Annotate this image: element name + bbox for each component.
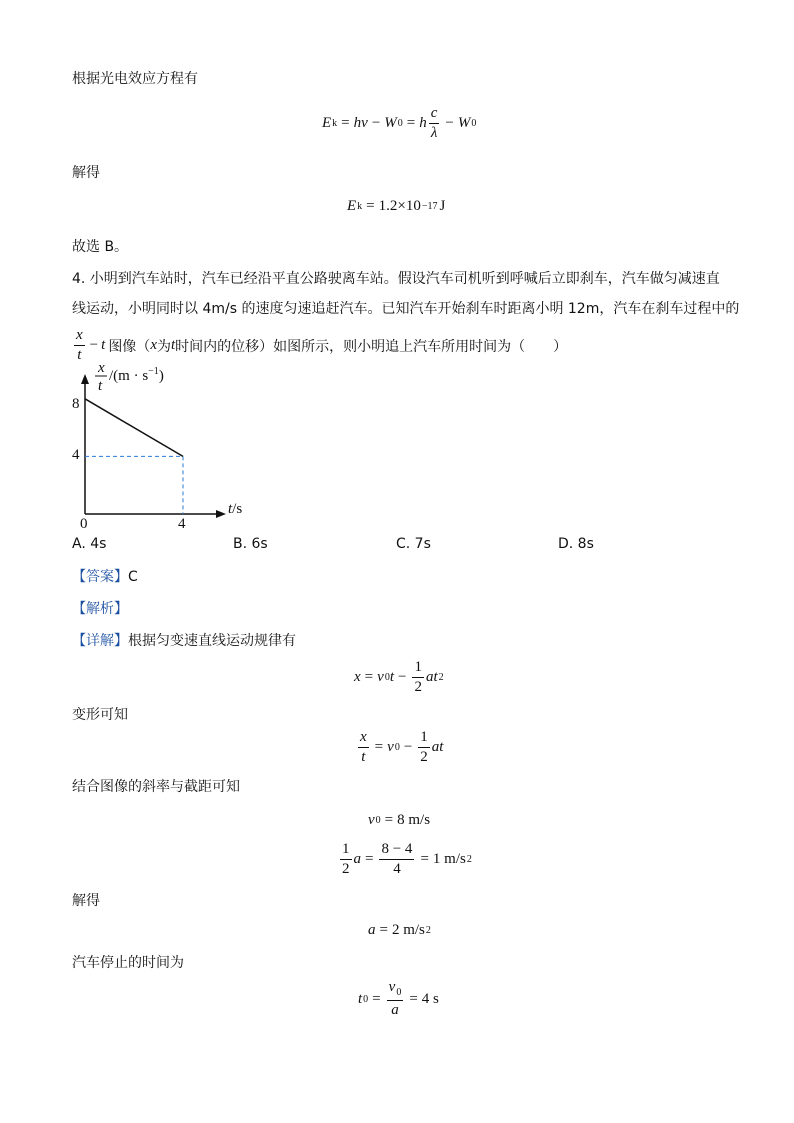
equation-v0: v 0 = 8 m/s	[368, 812, 431, 828]
fraction-numerator: c	[429, 106, 440, 124]
eq-subscript: 0	[363, 993, 369, 1005]
text-line: 解得	[72, 893, 100, 909]
text-line: 变形可知	[72, 707, 128, 723]
eq-symbol: at	[425, 669, 438, 685]
equation-photoelectric: E k = hν − W 0 = h $\frac{c}{\lambda}$ − W 0	[322, 105, 477, 141]
detail-line	[72, 630, 296, 650]
option-a: A. 4s	[72, 536, 107, 552]
fraction	[412, 660, 424, 695]
fraction	[340, 842, 352, 877]
answer-label: 【答案】	[72, 569, 128, 585]
fraction-numerator: 1	[340, 842, 352, 860]
text-span: 为	[156, 338, 171, 355]
question-text: 线运动，小明同时以 4m/s 的速度匀速追赶汽车。已知汽车开始刹车时距离小明 12m，汽车在刹车过程中的	[72, 301, 740, 317]
question-text-line3: $\frac{x}{t}$ − t 图像（ x 为 t 时间内的位移）如图所示，则小明追上汽车所用时间为（ ）	[76, 327, 568, 363]
eq-value: 8 m/s	[397, 812, 431, 828]
eq-symbol: W	[384, 115, 397, 131]
eq-value: 1 m/s	[432, 851, 466, 867]
analysis-label-text: 【解析】	[72, 601, 128, 617]
fraction-numerator: x	[74, 328, 85, 346]
eq-exponent: 2	[438, 672, 444, 683]
eq-subscript: k	[357, 201, 363, 212]
y-tick-label-4: 4	[72, 447, 80, 463]
text-line: 故选 B。	[72, 239, 129, 255]
fraction	[379, 842, 414, 877]
text-line: 解得	[72, 165, 100, 181]
fraction-denominator: 2	[342, 861, 350, 877]
fraction-denominator: a	[391, 1002, 399, 1018]
x-axis-arrow	[216, 510, 226, 518]
text-line: 汽车停止的时间为	[72, 955, 184, 971]
eq-symbol: t	[389, 669, 394, 685]
eq-subscript: 0	[471, 118, 477, 129]
text-line: 结合图像的斜率与截距可知	[72, 779, 240, 795]
eq-symbol: v	[377, 669, 384, 685]
fraction	[418, 730, 430, 765]
eq-symbol: v	[368, 812, 375, 828]
answer-value: C	[128, 569, 138, 585]
eq-symbol: a	[368, 922, 376, 938]
xt-t-graph	[58, 360, 243, 532]
y-axis-unit: $/(m \cdot s^{-1})$	[109, 366, 164, 384]
fraction-denominator: t	[77, 347, 82, 363]
y-axis-label-denominator: t	[98, 378, 103, 394]
equation-stop-time: t 0 = $\frac{v_0}{a}$ = 4 s	[358, 979, 439, 1018]
eq-exponent: 2	[466, 854, 472, 865]
text-line: 根据光电效应方程有	[72, 71, 198, 87]
eq-symbol: at	[431, 739, 444, 755]
eq-subscript: 0	[394, 742, 400, 753]
equation-displacement: x = v 0 t − $\frac{1}{2}$ at 2	[354, 659, 444, 695]
fraction-numerator: 1	[412, 660, 424, 678]
eq-symbol: E	[322, 115, 332, 131]
eq-subscript: 0	[384, 672, 390, 683]
eq-subscript: 0	[397, 118, 403, 129]
fraction-denominator: 2	[414, 679, 422, 695]
eq-unit: J	[439, 198, 446, 214]
equation-xt: $\frac{x}{t}$ = v 0 − $\frac{1}{2}$ at	[360, 729, 444, 765]
eq-value: 1.2×10	[378, 198, 421, 214]
eq-subscript: k	[332, 118, 338, 129]
eq-exponent: −17	[421, 201, 438, 212]
eq-symbol: v	[387, 739, 394, 755]
equation-acceleration-half: $\frac{1}{2}$ a = $\frac{8 - 4}{4}$ = 1 m/s 2	[342, 841, 472, 877]
eq-subscript: 0	[375, 815, 381, 826]
text-span: x	[150, 337, 157, 353]
x-axis-label: t/s	[228, 501, 243, 517]
fraction-x-over-t	[74, 328, 85, 363]
eq-value: 4 s	[421, 990, 439, 1007]
eq-value: 2 m/s	[391, 922, 425, 938]
analysis-label	[72, 598, 128, 618]
fraction-denominator: 2	[420, 749, 428, 765]
fraction-numerator: $v_0$	[387, 980, 404, 1001]
fraction-denominator: 4	[393, 861, 401, 877]
detail-label: 【详解】	[72, 633, 128, 649]
answer-line	[72, 566, 138, 586]
option-b: B. 6s	[233, 536, 268, 552]
option-c: C. 7s	[396, 536, 431, 552]
option-d: D. 8s	[558, 536, 594, 552]
eq-symbol: t	[101, 337, 106, 353]
detail-text: 根据匀变速直线运动规律有	[128, 633, 296, 649]
eq-symbol: a	[353, 851, 361, 867]
fraction	[429, 106, 440, 141]
text-span: 时间内的位移）如图所示，则小明追上汽车所用时间为（ ）	[175, 338, 568, 355]
fraction	[387, 980, 404, 1018]
fraction	[358, 730, 369, 765]
eq-symbol: x	[354, 669, 361, 685]
eq-symbol: h	[419, 115, 427, 131]
series-line	[85, 399, 183, 457]
eq-symbol: hν	[353, 115, 368, 131]
fraction-denominator: λ	[430, 125, 438, 141]
y-tick-label-8: 8	[72, 396, 80, 412]
fraction-numerator: 8 − 4	[379, 842, 414, 860]
eq-symbol: W	[457, 115, 471, 131]
question-text: 4. 小明到汽车站时，汽车已经沿平直公路驶离车站。假设汽车司机听到呼喊后立即刹车，汽车做匀减速直	[72, 271, 720, 287]
x-tick-label-4: 4	[178, 516, 186, 532]
text-span: 图像（	[108, 338, 151, 355]
eq-symbol: E	[347, 198, 357, 214]
fraction-numerator: x	[358, 730, 369, 748]
eq-exponent: 2	[425, 925, 431, 936]
fraction-denominator: t	[361, 749, 366, 765]
y-axis-arrow	[81, 374, 89, 384]
equation-a: a = 2 m/s 2	[368, 922, 431, 938]
eq-symbol: t	[358, 990, 363, 1007]
equation-ek-value: E k = 1.2×10 −17 J	[347, 198, 446, 214]
text-span: t	[170, 337, 176, 353]
origin-label: 0	[80, 516, 88, 532]
fraction-numerator: 1	[418, 730, 430, 748]
y-axis-label-numerator: x	[98, 360, 105, 376]
